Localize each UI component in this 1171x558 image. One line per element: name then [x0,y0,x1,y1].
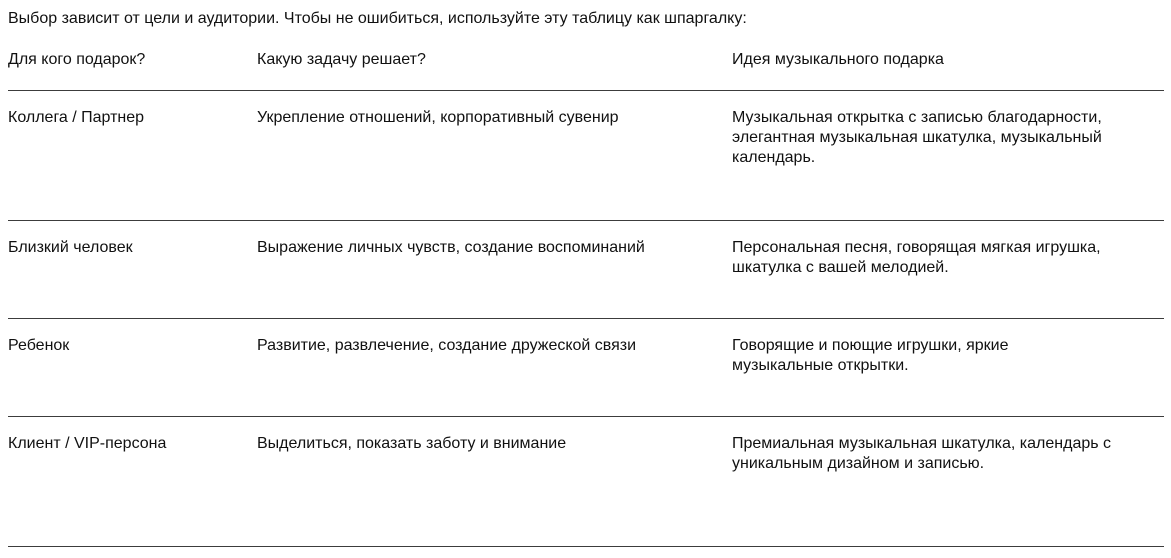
table-header-row [8,50,1164,91]
cell-who: Ребенок [8,337,70,354]
table-row [8,91,1164,221]
table-row [8,417,1164,547]
cell-task: Выделиться, показать заботу и внимание [257,435,567,452]
cell-task: Развитие, развлечение, создание дружеской связи [257,337,637,354]
cell-task: Выражение личных чувств, создание воспоминаний [257,239,645,256]
cell-who: Клиент / VIP-персона [8,435,167,452]
header-idea: Идея музыкального подарка [732,51,944,68]
intro-text: Выбор зависит от цели и аудитории. Чтобы не ошибиться, используйте эту таблицу как шпаргалку: [8,10,747,27]
gift-table [8,50,1164,547]
cell-who: Близкий человек [8,239,133,256]
header-task: Какую задачу решает? [257,51,426,68]
cell-who: Коллега / Партнер [8,109,145,126]
header-who: Для кого подарок? [8,51,146,68]
cell-idea: Говорящие и поющие игрушки, яркие музыкальные открытки. [732,337,1009,374]
cell-idea: Персональная песня, говорящая мягкая игрушка, шкатулка с вашей мелодией. [732,239,1101,276]
table-row [8,221,1164,319]
cell-idea: Музыкальная открытка с записью благодарности, элегантная музыкальная шкатулка, музыкальный календарь. [732,109,1102,166]
cell-task: Укрепление отношений, корпоративный сувенир [257,109,619,126]
table-row [8,319,1164,417]
cell-idea: Премиальная музыкальная шкатулка, календарь с уникальным дизайном и записью. [732,435,1112,472]
